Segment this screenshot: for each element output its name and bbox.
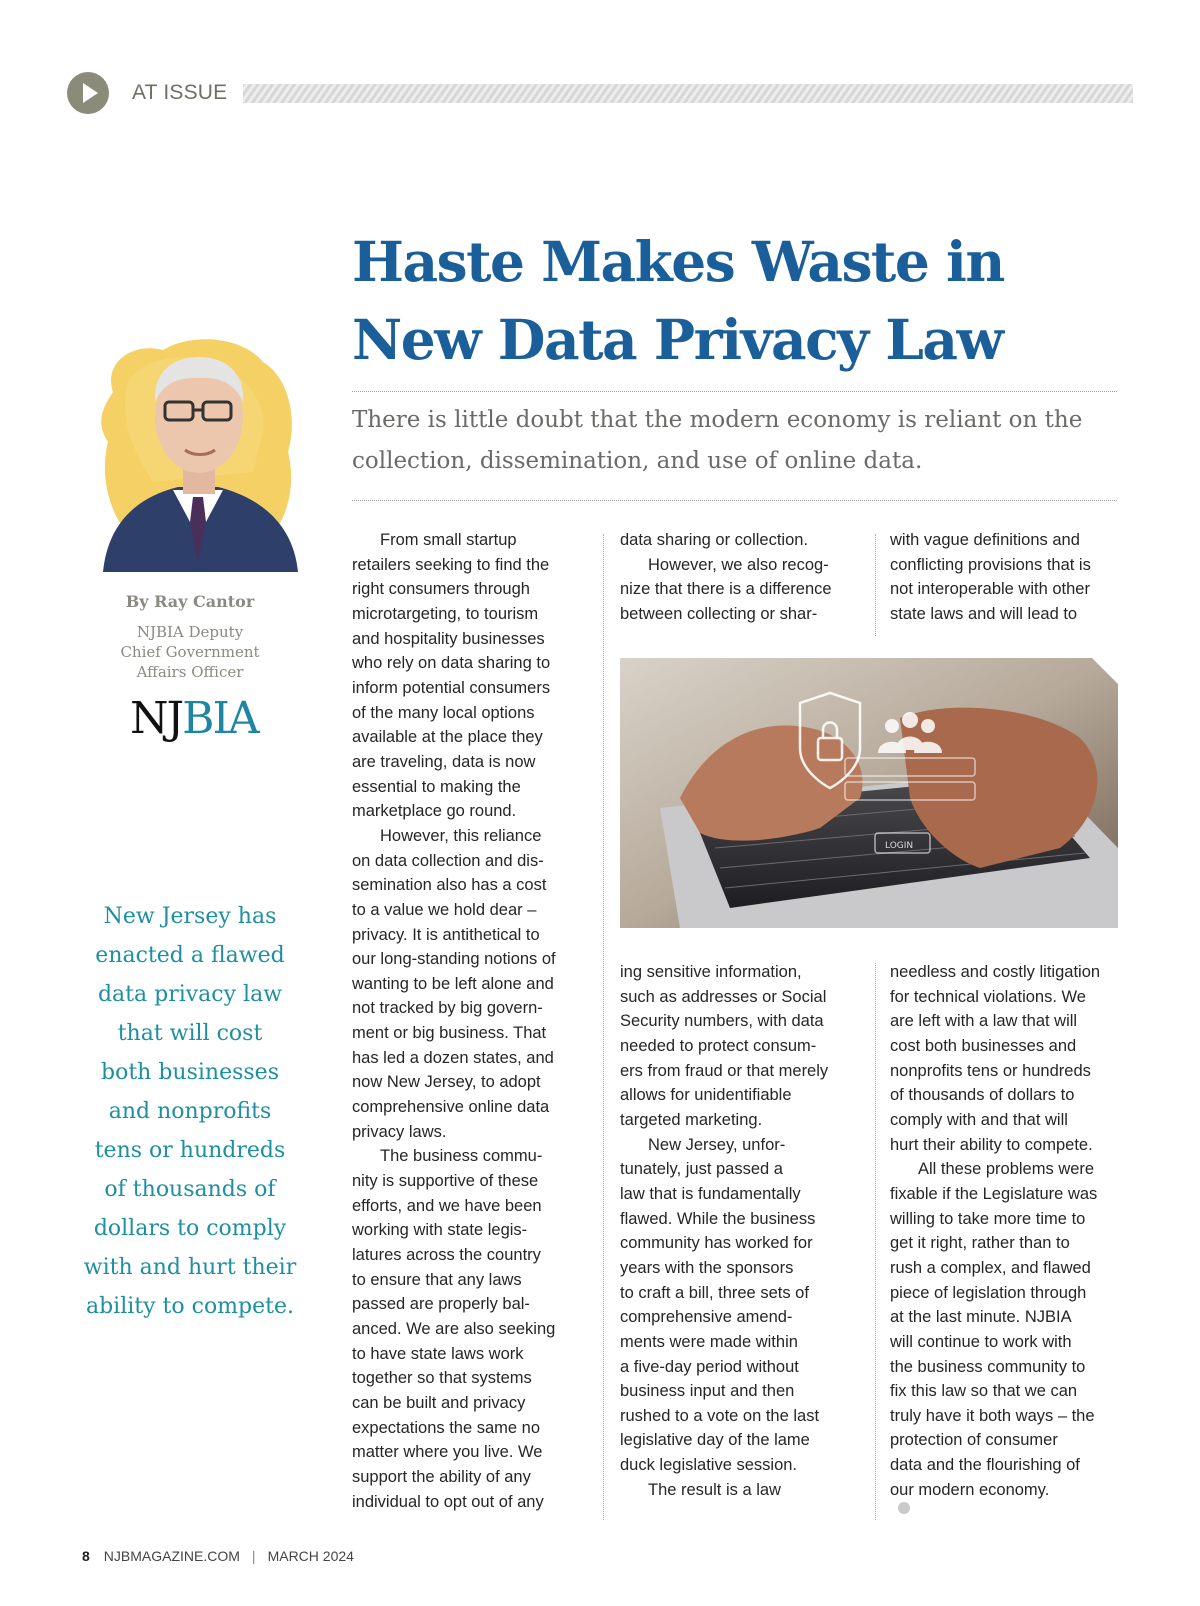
deck-top-rule — [352, 391, 1117, 392]
body-line: right consumers through — [352, 580, 530, 599]
body-line: However, this reliance — [380, 826, 542, 845]
body-line: data sharing or collection. — [620, 531, 809, 549]
body-line: on data collection and dis- — [352, 851, 544, 870]
page-number: 8 — [82, 1548, 90, 1564]
author-title — [80, 622, 300, 682]
body-line: of thousands of dollars to — [890, 1086, 1075, 1105]
body-line: piece of legislation through — [890, 1283, 1087, 1302]
body-line: working with state legis- — [352, 1221, 528, 1240]
footer-separator: | — [251, 1548, 256, 1564]
body-line: nize that there is a difference — [620, 580, 832, 599]
body-line: needed to protect consum- — [620, 1036, 817, 1055]
body-line: The result is a law — [648, 1480, 781, 1499]
body-line: expectations the same no — [352, 1418, 541, 1437]
body-line: together so that systems — [352, 1369, 532, 1388]
body-line: marketplace go round. — [352, 802, 517, 821]
column-rule — [875, 534, 876, 636]
footer-date: MARCH 2024 — [267, 1548, 354, 1564]
body-line: essential to making the — [352, 777, 521, 796]
body-line: get it right, rather than to — [890, 1234, 1070, 1253]
body-line: for technical violations. We — [890, 987, 1086, 1006]
pull-quote-line: enacted a flawed — [95, 943, 285, 968]
body-line: our modern economy. — [890, 1480, 1050, 1499]
body-line: state laws and will lead to — [890, 604, 1078, 623]
body-line: law that is fundamentally — [620, 1184, 801, 1203]
body-line: such as addresses or Social — [620, 987, 827, 1006]
body-line: inform potential consumers — [352, 678, 551, 697]
section-header — [67, 72, 1133, 114]
laptop-security-photo — [620, 658, 1118, 928]
body-line: privacy laws. — [352, 1122, 447, 1141]
body-line: wanting to be left alone and — [352, 974, 554, 993]
body-line: community has worked for — [620, 1234, 813, 1253]
section-label: AT ISSUE — [132, 81, 228, 104]
body-line: retailers seeking to find the — [352, 555, 550, 574]
body-line: microtargeting, to tourism — [352, 604, 539, 623]
body-line: comprehensive online data — [352, 1098, 550, 1117]
body-line: nonprofits tens or hundreds — [890, 1061, 1091, 1080]
body-line: data and the flourishing of — [890, 1456, 1080, 1475]
body-column-2-bottom — [620, 960, 828, 1502]
body-line: duck legislative session. — [620, 1456, 798, 1475]
page-footer — [82, 1548, 354, 1564]
body-line: of the many local options — [352, 703, 535, 722]
body-line: allows for unidentifiable — [620, 1086, 792, 1105]
njbia-logo — [130, 694, 258, 744]
deck-line: collection, dissemination, and use of online data. — [352, 448, 923, 474]
body-line: can be built and privacy — [352, 1393, 526, 1412]
body-line: a five-day period without — [620, 1357, 799, 1376]
body-line: matter where you live. We — [352, 1443, 543, 1462]
body-line: not tracked by big govern- — [352, 999, 543, 1018]
body-column-3-bottom — [890, 960, 1100, 1514]
pull-quote-line: data privacy law — [97, 982, 283, 1007]
author-portrait — [93, 322, 303, 572]
body-line: are left with a law that will — [890, 1012, 1078, 1031]
pull-quote-line: both businesses — [101, 1060, 279, 1085]
body-line: and hospitality businesses — [352, 629, 545, 648]
author-title-line: NJBIA Deputy — [136, 623, 244, 641]
body-line: legislative day of the lame — [620, 1431, 810, 1450]
body-line: to have state laws work — [352, 1344, 524, 1363]
author-title-line: Chief Government — [120, 643, 260, 661]
deck-bottom-rule — [352, 500, 1117, 501]
pull-quote-line: and nonprofits — [108, 1099, 272, 1124]
body-line: rushed to a vote on the last — [620, 1406, 820, 1425]
body-line: ing sensitive information, — [620, 963, 802, 981]
author-title-line: Affairs Officer — [136, 663, 244, 681]
body-line: to a value we hold dear – — [352, 900, 537, 919]
body-line: now New Jersey, to adopt — [352, 1073, 541, 1092]
photo-login-text: LOGIN — [885, 841, 914, 851]
body-line: passed are properly bal- — [352, 1295, 530, 1314]
body-line: willing to take more time to — [890, 1209, 1086, 1228]
body-line: our long-standing notions of — [352, 950, 556, 969]
pull-quote-line: ability to compete. — [85, 1294, 295, 1319]
play-icon — [67, 72, 109, 114]
body-line: New Jersey, unfor- — [648, 1135, 786, 1154]
pull-quote-line: of thousands of — [104, 1177, 276, 1202]
deck — [352, 400, 1132, 482]
pull-quote-line: dollars to comply — [93, 1216, 287, 1241]
body-line: the business community to — [890, 1357, 1086, 1376]
column-rule — [603, 534, 604, 1520]
body-line: to craft a bill, three sets of — [620, 1283, 809, 1302]
body-line: will continue to work with — [890, 1332, 1072, 1351]
body-line: support the ability of any — [352, 1467, 531, 1486]
body-line: needless and costly litigation — [890, 963, 1101, 981]
body-line: available at the place they — [352, 728, 543, 747]
body-line: fixable if the Legislature was — [890, 1184, 1098, 1203]
body-line: privacy. It is antithetical to — [352, 925, 540, 944]
body-line: protection of consumer — [890, 1431, 1058, 1450]
headline-line: Haste Makes Waste in — [352, 229, 1004, 294]
pull-quote-line: New Jersey has — [103, 904, 277, 929]
body-line: latures across the country — [352, 1246, 541, 1265]
footer-site: NJBMAGAZINE.COM — [103, 1548, 240, 1564]
body-line: between collecting or shar- — [620, 604, 818, 623]
body-line: years with the sponsors — [620, 1258, 794, 1277]
body-line: to ensure that any laws — [352, 1270, 522, 1289]
body-line: hurt their ability to compete. — [890, 1135, 1093, 1154]
body-line: comply with and that will — [890, 1110, 1068, 1129]
body-line: conflicting provisions that is — [890, 555, 1091, 574]
body-line-last — [890, 1478, 1100, 1515]
body-line: has led a dozen states, and — [352, 1048, 554, 1067]
body-column-3-top — [890, 528, 1091, 627]
body-line: cost both businesses and — [890, 1036, 1077, 1055]
logo-nj: NJ — [130, 693, 183, 744]
body-column-2-top — [620, 528, 832, 627]
body-line: ers from fraud or that merely — [620, 1061, 829, 1080]
body-line: fix this law so that we can — [890, 1382, 1078, 1401]
body-line: efforts, and we have been — [352, 1196, 542, 1215]
pull-quote-line: with and hurt their — [83, 1255, 297, 1280]
body-line: with vague definitions and — [890, 531, 1080, 549]
body-line: ments were made within — [620, 1332, 798, 1351]
body-line: rush a complex, and flawed — [890, 1258, 1091, 1277]
body-line: individual to opt out of any — [352, 1492, 544, 1511]
body-line: semination also has a cost — [352, 876, 547, 895]
deck-line: There is little doubt that the modern economy is reliant on the — [352, 407, 1083, 433]
body-line: nity is supportive of these — [352, 1172, 539, 1191]
body-line: truly have it both ways – the — [890, 1406, 1095, 1425]
pull-quote-line: tens or hundreds — [94, 1138, 286, 1163]
body-line: However, we also recog- — [648, 555, 829, 574]
logo-bia: BIA — [182, 693, 258, 744]
body-line: The business commu- — [380, 1147, 543, 1166]
body-line: From small startup — [380, 531, 517, 549]
headline-line: New Data Privacy Law — [352, 307, 1003, 372]
pull-quote-line: that will cost — [117, 1021, 263, 1046]
body-line: business input and then — [620, 1382, 795, 1401]
body-line: anced. We are also seeking — [352, 1320, 556, 1338]
end-mark-icon — [898, 1502, 910, 1514]
body-line: All these problems were — [918, 1160, 1095, 1179]
body-line: comprehensive amend- — [620, 1308, 793, 1327]
body-line: flawed. While the business — [620, 1209, 816, 1228]
byline: By Ray Cantor — [125, 592, 255, 611]
body-line: at the last minute. NJBIA — [890, 1308, 1072, 1327]
body-column-1 — [352, 528, 556, 1514]
headline — [352, 223, 1132, 379]
pull-quote — [80, 897, 300, 1326]
body-line: ment or big business. That — [352, 1024, 547, 1043]
body-line: who rely on data sharing to — [352, 654, 551, 673]
body-line: are traveling, data is now — [352, 752, 536, 771]
column-rule — [875, 963, 876, 1520]
hatch-divider — [243, 84, 1133, 103]
body-line: targeted marketing. — [620, 1110, 763, 1129]
body-line: Security numbers, with data — [620, 1012, 824, 1031]
body-line: tunately, just passed a — [620, 1160, 783, 1179]
body-line: not interoperable with other — [890, 580, 1090, 599]
